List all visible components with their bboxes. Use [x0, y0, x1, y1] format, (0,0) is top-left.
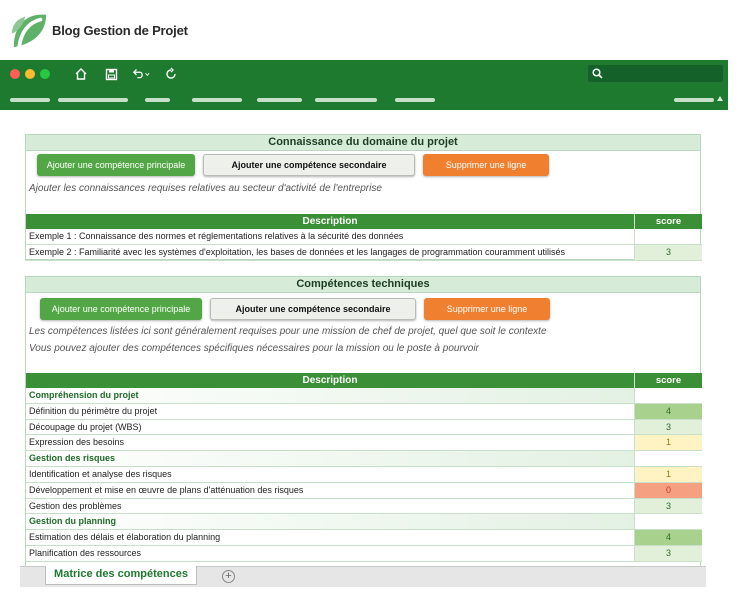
brand-logo-icon	[10, 11, 48, 49]
description-cell[interactable]: Développement et mise en œuvre de plans d'atténuation des risques	[29, 484, 304, 495]
sheet-tab-bar	[20, 566, 706, 587]
score-cell[interactable]	[634, 229, 702, 244]
button-row	[40, 298, 550, 320]
ribbon-tab-7[interactable]	[395, 98, 435, 102]
button-row	[37, 154, 549, 176]
table-body	[26, 388, 702, 562]
table-group-row	[26, 514, 702, 530]
score-cell[interactable]: 4	[634, 530, 702, 545]
group-score-cell[interactable]	[634, 451, 702, 466]
add-main-skill-button[interactable]: Ajouter une compétence principale	[40, 298, 202, 320]
group-label-cell[interactable]: Gestion des risques	[26, 451, 634, 466]
add-secondary-skill-button[interactable]: Ajouter une compétence secondaire	[210, 298, 416, 320]
ribbon-tab-3[interactable]	[145, 98, 170, 102]
section-note-1: Les compétences listées ici sont généralement requises pour une mission de chef de projet, quel que soit le contexte	[29, 326, 547, 337]
score-cell[interactable]: 3	[634, 546, 702, 561]
section-title: Compétences techniques	[26, 277, 700, 293]
table-row	[26, 530, 702, 546]
delete-row-button[interactable]: Supprimer une ligne	[424, 298, 550, 320]
add-main-skill-button[interactable]: Ajouter une compétence principale	[37, 154, 195, 176]
save-icon[interactable]	[102, 65, 120, 83]
table-row	[26, 483, 702, 499]
description-cell[interactable]: Expression des besoins	[29, 437, 125, 448]
table-row	[26, 546, 702, 562]
section-note-2: Vous pouvez ajouter des compétences spécifiques nécessaires pour la mission ou le poste à pourvoir	[29, 343, 479, 354]
window-controls	[10, 69, 50, 79]
group-score-cell[interactable]	[634, 388, 702, 403]
table-row	[26, 404, 702, 420]
description-cell[interactable]: Identification et analyse des risques	[29, 468, 172, 479]
score-cell[interactable]: 0	[634, 483, 702, 498]
score-cell[interactable]: 4	[634, 404, 702, 419]
section-domain-knowledge	[25, 134, 701, 260]
search-box	[588, 65, 723, 82]
score-cell[interactable]: 1	[634, 467, 702, 482]
ribbon-tab-2[interactable]	[58, 98, 128, 102]
score-cell[interactable]: 3	[634, 499, 702, 514]
undo-icon[interactable]	[132, 65, 150, 83]
table-row	[26, 467, 702, 483]
group-score-cell[interactable]	[634, 514, 702, 529]
table-group-row	[26, 451, 702, 467]
table-row	[26, 435, 702, 451]
quick-actions	[72, 65, 180, 83]
description-cell[interactable]: Exemple 1 : Connaissance des normes et réglementations relatives à la sécurité des données	[29, 231, 404, 241]
home-icon[interactable]	[72, 65, 90, 83]
ribbon-tab-6[interactable]	[315, 98, 377, 102]
table-row	[26, 245, 702, 261]
table-group-row	[26, 388, 702, 404]
minimize-window-icon[interactable]	[25, 69, 35, 79]
description-cell[interactable]: Découpage du projet (WBS)	[29, 421, 142, 432]
table-header	[26, 373, 702, 388]
column-header-description: Description	[26, 214, 634, 229]
score-cell[interactable]: 3	[634, 245, 702, 260]
app-toolbar	[0, 60, 728, 110]
table-body	[26, 229, 702, 261]
collapse-ribbon-icon[interactable]	[717, 96, 723, 101]
table-row	[26, 229, 702, 245]
group-label-cell[interactable]: Gestion du planning	[26, 514, 634, 529]
ribbon-tab-8[interactable]	[674, 98, 714, 102]
add-secondary-skill-button[interactable]: Ajouter une compétence secondaire	[203, 154, 415, 176]
column-header-score: score	[634, 373, 702, 388]
ribbon-tab-4[interactable]	[192, 98, 242, 102]
brand-title: Blog Gestion de Projet	[52, 22, 188, 38]
ribbon-tab-5[interactable]	[257, 98, 302, 102]
column-header-description: Description	[26, 373, 634, 388]
table-row	[26, 420, 702, 436]
section-technical-skills	[25, 276, 701, 566]
description-cell[interactable]: Planification des ressources	[29, 547, 142, 558]
description-cell[interactable]: Estimation des délais et élaboration du planning	[29, 532, 221, 543]
section-note: Ajouter les connaissances requises relatives au secteur d'activité de l'entreprise	[29, 183, 382, 194]
add-sheet-icon[interactable]: +	[222, 570, 235, 583]
sheet-tab-skills-matrix[interactable]: Matrice des compétences	[45, 566, 197, 585]
maximize-window-icon[interactable]	[40, 69, 50, 79]
section-title: Connaissance du domaine du projet	[26, 135, 700, 151]
skills-table	[26, 373, 702, 562]
table-row	[26, 499, 702, 515]
search-input[interactable]	[607, 67, 717, 81]
redo-icon[interactable]	[162, 65, 180, 83]
column-header-score: score	[634, 214, 702, 229]
score-cell[interactable]: 3	[634, 420, 702, 435]
search-icon	[592, 68, 603, 79]
description-cell[interactable]: Définition du périmètre du projet	[29, 405, 158, 416]
skills-table	[26, 214, 702, 261]
description-cell[interactable]: Gestion des problèmes	[29, 500, 122, 511]
delete-row-button[interactable]: Supprimer une ligne	[423, 154, 549, 176]
ribbon-tab-1[interactable]	[10, 98, 50, 102]
brand-header	[10, 10, 188, 50]
score-cell[interactable]: 1	[634, 435, 702, 450]
table-header	[26, 214, 702, 229]
close-window-icon[interactable]	[10, 69, 20, 79]
description-cell[interactable]: Exemple 2 : Familiarité avec les systèmes d'exploitation, les bases de données et les langages de programmation couramment utilisés	[29, 246, 565, 257]
group-label-cell[interactable]: Compréhension du projet	[26, 388, 634, 403]
